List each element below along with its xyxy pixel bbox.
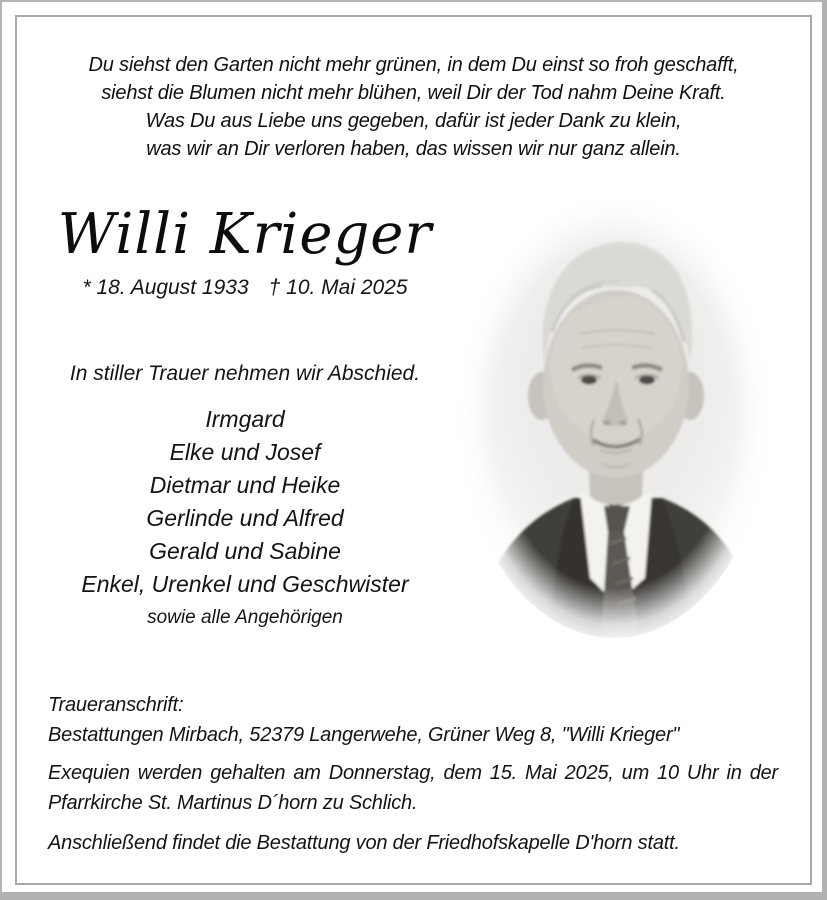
farewell-section [40, 360, 450, 633]
mourner-line: Enkel, Urenkel und Geschwister [81, 571, 409, 597]
farewell-closing: sowie alle Angehörigen [147, 607, 343, 628]
life-dates [40, 276, 450, 300]
death-date: † 10. Mai 2025 [268, 276, 408, 299]
portrait-illustration [452, 192, 777, 652]
burial-info: Anschließend findet die Bestattung von der Friedhofskapelle D'horn statt. [48, 832, 680, 854]
deceased-block [40, 196, 450, 300]
mourner-line: Elke und Josef [169, 439, 321, 465]
mourner-line: Gerald und Sabine [149, 538, 341, 564]
deceased-name: Willi Krieger [57, 202, 433, 267]
poem-line-1: Du siehst den Garten nicht mehr grünen, in dem Du einst so froh geschafft, [88, 54, 739, 76]
memorial-poem [20, 51, 807, 163]
funeral-details [48, 690, 778, 858]
portrait-photo [452, 192, 777, 652]
farewell-intro: In stiller Trauer nehmen wir Abschied. [69, 362, 421, 385]
mourner-line: Irmgard [205, 406, 285, 432]
poem-line-3: Was Du aus Liebe uns gegeben, dafür ist jeder Dank zu klein, [145, 110, 682, 132]
address-label: Traueranschrift: [48, 694, 184, 716]
mourner-line: Dietmar und Heike [149, 472, 341, 498]
mourners-list [40, 403, 450, 601]
service-info [48, 758, 778, 818]
service-line-1: Exequien werden gehalten am Donnerstag, dem 15. Mai 2025, um 10 Uhr in der [48, 762, 778, 784]
poem-line-4: was wir an Dir verloren haben, das wissen wir nur ganz allein. [146, 138, 681, 160]
service-line-2: Pfarrkirche St. Martinus D´horn zu Schlich. [48, 792, 418, 814]
address-line: Bestattungen Mirbach, 52379 Langerwehe, Grüner Weg 8, "Willi Krieger" [48, 724, 680, 746]
mourner-line: Gerlinde und Alfred [146, 505, 344, 531]
birth-date: * 18. August 1933 [82, 276, 249, 299]
poem-line-2: siehst die Blumen nicht mehr blühen, weil Dir der Tod nahm Deine Kraft. [101, 82, 726, 104]
